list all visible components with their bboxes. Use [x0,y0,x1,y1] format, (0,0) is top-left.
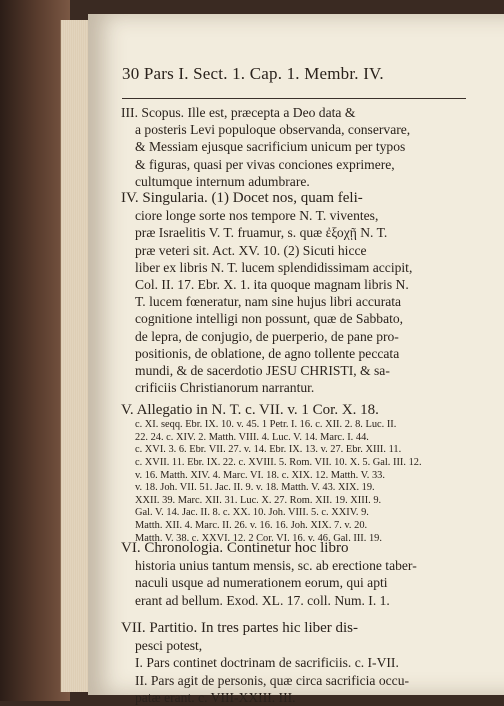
singularia-line-8: cognitione intelligi non possunt, quæ de Sabbato, [135,311,404,327]
chronologia-line-3: naculi usque ad numerationem eorum, qui apti [135,575,388,591]
partitio-line-5: patæ erant. c. VIII-XXIII. III. [135,689,296,705]
section-allegatio [121,402,422,545]
allegatio-line-1: V. Allegatio in N. T. c. VII. v. 1 Cor. X. 18. [121,402,379,418]
allegatio-line-9: Gal. V. 14. Jac. II. 8. c. XX. 10. Joh. VIII. 5. c. XXIV. 9. [135,507,369,519]
book-page [88,14,504,705]
singularia-line-11: mundi, & de sacerdotio JESU CHRISTI, & sa- [135,363,390,379]
allegatio-line-4: c. XVI. 3. 6. Ebr. VII. 27. v. 14. Ebr. IX. 13. v. 27. Ebr. XIII. 11. [135,444,402,456]
allegatio-line-2: c. XI. seqq. Ebr. IX. 10. v. 45. 1 Petr. I. 16. c. XII. 2. 8. Luc. II. [135,419,397,431]
allegatio-line-3: 22. 24. c. XIV. 2. Matth. VIII. 4. Luc. V. 14. Marc. I. 44. [135,431,369,443]
singularia-line-2: ciore longe sorte nos tempore N. T. viventes, [135,208,379,224]
partitio-line-3: I. Pars continet doctrinam de sacrificiis. c. I-VII. [135,655,399,671]
singularia-line-6: Col. II. 17. Ebr. X. 1. ita quoque magnam libris N. [135,277,409,293]
singularia-line-4: præ veteri sit. Act. XV. 10. (2) Sicuti hicce [135,242,367,258]
singularia-line-10: positionis, de oblatione, de agno tollente peccata [135,345,400,361]
chronologia-line-1: VI. Chronologia. Continetur hoc libro [121,540,349,556]
singularia-line-9: de lepra, de conjugio, de puerperio, de pane pro- [135,328,399,344]
allegatio-line-11: Matth. V. 38. c. XXVI. 12. 2 Cor. VI. 16. v. 46. Gal. III. 19. [135,532,382,544]
scopus-line-3: & Messiam ejusque sacrificium unicum per typos [135,139,406,155]
scopus-line-2: a posteris Levi populoque observanda, conservare, [135,122,411,138]
singularia-line-12: crificiis Christianorum narrantur. [135,380,315,396]
allegatio-line-8: XXII. 39. Marc. XII. 31. Luc. X. 27. Rom. XII. 19. XIII. 9. [135,494,382,506]
section-chronologia [121,540,417,609]
section-partitio [121,620,409,706]
chronologia-line-4: erant ad bellum. Exod. XL. 17. coll. Num. I. 1. [135,592,390,608]
allegatio-line-5: c. XVII. 11. Ebr. IX. 22. c. XVIII. 5. Rom. VII. 10. X. 5. Gal. III. 12. [135,456,422,468]
scopus-line-5: cultumque internum adumbrare. [135,173,310,189]
scopus-line-4: & figuras, quasi per vivas conciones exprimere, [135,156,395,172]
section-singularia [121,190,412,396]
chronologia-line-2: historia unius tantum mensis, sc. ab erectione taber- [135,558,417,574]
partitio-line-4: II. Pars agit de personis, quæ circa sacrificia occu- [135,672,410,688]
allegatio-line-10: Matth. XII. 4. Marc. II. 26. v. 16. 16. Joh. XIX. 7. v. 20. [135,519,368,531]
allegatio-line-6: v. 16. Matth. XIV. 4. Marc. VI. 18. c. XIX. 12. Matth. V. 33. [135,469,385,481]
section-scopus [121,104,410,190]
singularia-line-3: præ Israelitis V. T. fruamur, s. quæ ἐξοχῇ N. T. [135,225,388,241]
allegatio-line-7: v. 18. Joh. VII. 51. Jac. II. 9. v. 18. Matth. V. 43. XIX. 19. [135,482,375,494]
singularia-line-5: liber ex libris N. T. lucem splendidissimam accipit, [135,259,413,275]
singularia-line-7: T. lucem fœneratur, nam sine hujus libri accurata [135,294,402,310]
singularia-line-1: IV. Singularia. (1) Docet nos, quam feli- [121,190,363,206]
scopus-line-1: III. Scopus. Ille est, præcepta a Deo data & [121,105,356,120]
header-rule [122,98,466,99]
partitio-line-2: pesci potest, [135,638,203,654]
partitio-line-1: VII. Partitio. In tres partes hic liber dis- [121,620,359,636]
running-head: 30 Pars I. Sect. 1. Cap. 1. Membr. IV. [122,64,384,83]
